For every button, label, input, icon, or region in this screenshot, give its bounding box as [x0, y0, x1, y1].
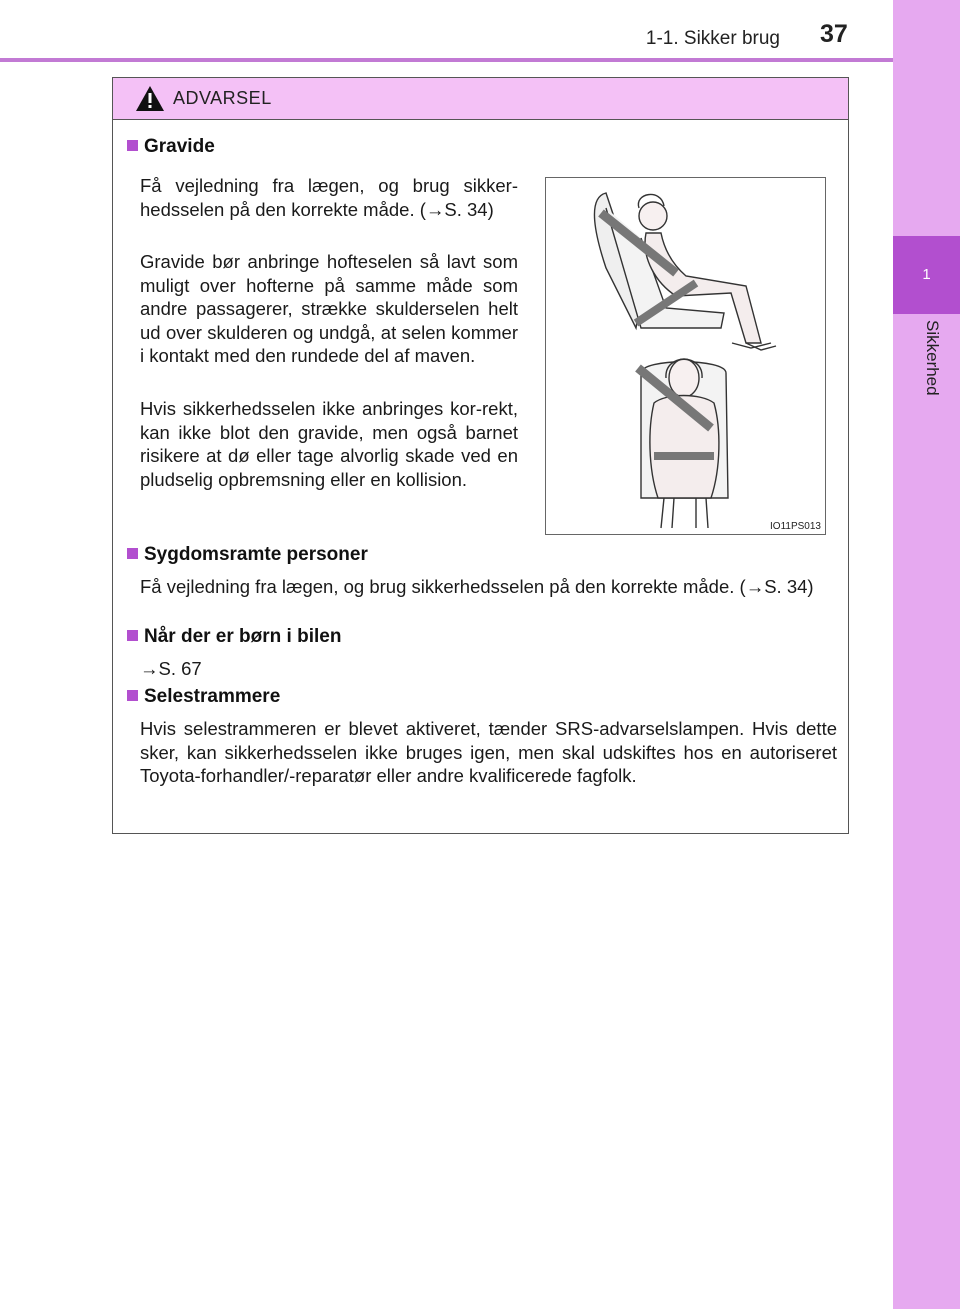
- heading-sygdomsramte: Sygdomsramte personer: [127, 544, 368, 566]
- illustration-code: IO11PS013: [770, 521, 821, 532]
- seatbelt-illustration: [545, 177, 826, 535]
- heading-selestrammere: Selestrammere: [127, 686, 280, 708]
- gravide-paragraph-2: Gravide bør anbringe hofteselen så lavt som muligt over hofterne på samme måde som andre passagerer, strække skulderselen helt ud over skulderen og undgå, at selen kommer i kontakt med den rundede del af maven.: [140, 251, 518, 366]
- gravide-paragraph-3: Hvis sikkerhedsselen ikke anbringes kor-rekt, kan ikke blot den gravide, men også barnet risikere at dø eller tage alvorlig skade ved en pludselig opbremsning eller en kollision.: [140, 398, 518, 490]
- chapter-label: Sikkerhed: [923, 320, 942, 396]
- warning-box: [112, 77, 849, 834]
- gravide-paragraph-1: Få vejledning fra lægen, og brug sikker-hedsselen på den korrekte måde. (→S. 34): [140, 175, 518, 220]
- square-bullet-icon: [127, 140, 138, 151]
- square-bullet-icon: [127, 690, 138, 701]
- heading-gravide: Gravide: [127, 136, 215, 158]
- heading-boern: Når der er børn i bilen: [127, 626, 341, 648]
- side-strip: [893, 0, 960, 1309]
- header-divider: [0, 58, 893, 62]
- page-number: 37: [820, 20, 848, 48]
- warning-title: ADVARSEL: [173, 88, 272, 108]
- warning-triangle-icon: [135, 85, 165, 112]
- chapter-tab[interactable]: 1: [893, 236, 960, 314]
- square-bullet-icon: [127, 548, 138, 559]
- section-title: 1-1. Sikker brug: [645, 28, 780, 49]
- square-bullet-icon: [127, 630, 138, 641]
- pregnant-woman-seatbelt-icon: [546, 178, 825, 534]
- selestrammere-paragraph: Hvis selestrammeren er blevet aktiveret, tænder SRS-advarselslampen. Hvis dette sker, kan sikkerhedsselen ikke bruges igen, men skal udskiftes hos en autoriseret Toyota-forhandler/-reparatør eller andre kvalificerede fagfolk.: [140, 718, 837, 786]
- sygdomsramte-paragraph: Få vejledning fra lægen, og brug sikkerhedsselen på den korrekte måde. (→S. 34): [140, 576, 814, 597]
- boern-reference[interactable]: →S. 67: [140, 658, 202, 679]
- warning-header: [113, 78, 848, 120]
